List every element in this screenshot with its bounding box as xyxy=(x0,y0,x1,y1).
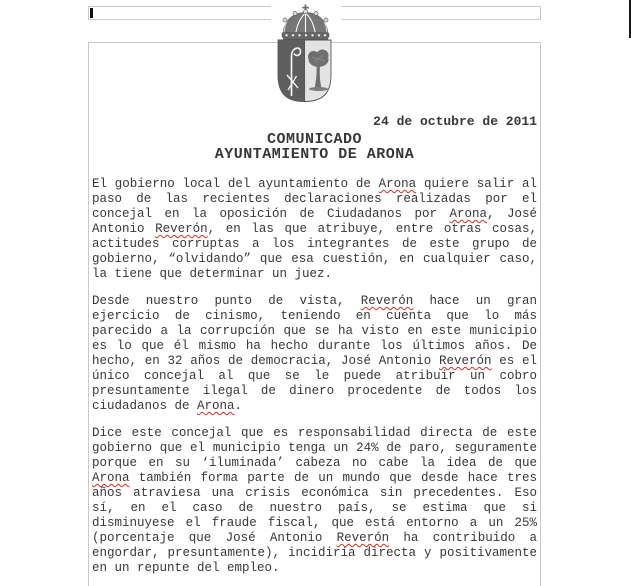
misspelled-word: Reverón xyxy=(360,294,414,308)
misspelled-word: Reverón xyxy=(336,531,390,545)
misspelled-word: Reverón xyxy=(438,354,492,368)
misspelled-word: Arona xyxy=(197,399,235,413)
misspelled-word: Arona xyxy=(378,177,417,191)
arona-coat-of-arms xyxy=(270,0,342,104)
paragraph: El gobierno local del ayuntamiento de Arona quiere salir al paso de las recientes declaraciones realizadas por el concejal en la oposición de Ciudadanos por Arona, José Antonio Reverón, en las que atribuye, entre otras cosas, actitudes corruptas a los integrantes de este grupo de gobierno, “olvidando” que esa cuestión, en cualquier caso, la tiene que determinar un juez. xyxy=(92,177,537,281)
misspelled-word: Arona xyxy=(92,471,130,485)
misspelled-word: Reverón xyxy=(155,222,208,236)
paragraph: Dice este concejal que es responsabilidad directa de este gobierno que el municipio tenga un 24% de paro, seguramente porque en su ‘iluminada’ cabeza no cabe la idea de que Arona también forma parte de un mundo que desde hace tres años atraviesa una crisis económica sin precedentes. Eso sí, en el caso de nuestro país, se estima que si disminuyese el fraude fiscal, que está entorno a un 25% (porcentaje que José Antonio Reverón ha contribuido a engordar, presuntamente), incidiría directa y positivamente en un repunte del empleo. xyxy=(92,426,537,575)
date-line: 24 de octubre de 2011 xyxy=(373,114,537,129)
coat-of-arms-graphic xyxy=(270,0,342,104)
misspelled-word: Arona xyxy=(449,207,487,221)
text-cursor xyxy=(90,8,93,18)
shield-icon xyxy=(278,40,331,102)
title-ayuntamiento: AYUNTAMIENTO DE ARONA xyxy=(214,146,415,163)
title-comunicado: COMUNICADO xyxy=(266,131,362,148)
document-page xyxy=(88,42,541,586)
body-paragraphs xyxy=(92,177,537,576)
paragraph: Desde nuestro punto de vista, Reverón hace un gran ejercicio de cinismo, teniendo en cuenta que lo más parecido a la corrupción que se ha visto en este municipio es lo que él mismo ha hecho durante los últimos años. De hecho, en 32 años de democracia, José Antonio Reverón es el único concejal al que se le puede atribuir un cobro presuntamente ilegal de dinero procedente de todos los ciudadanos de Arona. xyxy=(92,294,537,413)
